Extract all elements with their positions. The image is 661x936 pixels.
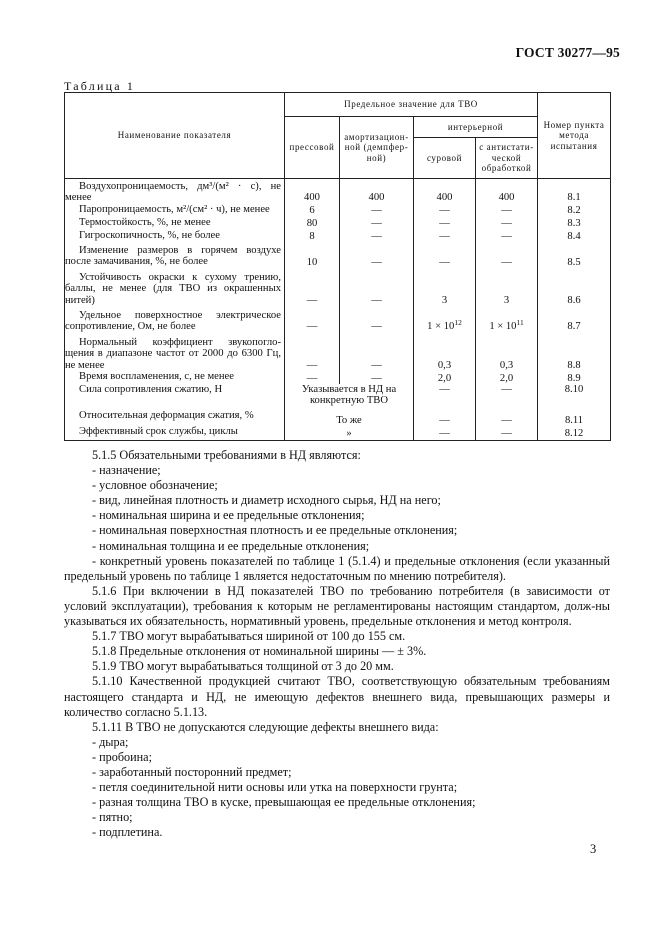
header-interior: интерьерной	[414, 117, 538, 138]
cell-damping: —	[340, 204, 414, 217]
cell-damping: —	[340, 269, 414, 307]
cell-raw: 0,3	[414, 333, 476, 371]
cell-pressed: —	[285, 269, 340, 307]
cell-damping: —	[340, 333, 414, 371]
table-row	[65, 371, 611, 384]
table-row	[65, 384, 611, 410]
list-item: - номинальная ширина и ее предельные отклонения;	[92, 508, 365, 523]
cell-method: 8.7	[538, 307, 611, 333]
cell-antistatic: —	[476, 384, 538, 410]
list-item: - дыра;	[92, 734, 129, 749]
cell-antistatic: —	[476, 204, 538, 217]
list-item: - условное обозначение;	[92, 478, 218, 493]
list-item: - разная толщина ТВО в куске, превышающая ее предельные отклонения;	[92, 795, 476, 810]
cell-raw: —	[414, 410, 476, 426]
cell-damping: —	[340, 230, 414, 243]
table-row	[65, 217, 611, 230]
cell-method: 8.1	[538, 179, 611, 204]
header-limit-value: Предельное значение для ТВО	[285, 93, 538, 117]
cell-antistatic: $1 \times 10^{11}$	[476, 307, 538, 333]
row-name: Время воспламенения, с, не менее	[79, 371, 234, 383]
list-item: - пробоина;	[92, 749, 152, 764]
cell-raw: 400	[414, 179, 476, 204]
clause-5-1-10: 5.1.10 Качественной продукцией считают ТВО, соответствующую обязательным требованиям настоящего стандарта и НД, не имеющую дефектов внешнего вида, превышающих размеры и количество согласно 5.1.13.	[64, 674, 610, 719]
cell-method: 8.4	[538, 230, 611, 243]
row-name: Паропроницаемость, м²/(см² · ч), не менее	[79, 203, 270, 215]
header-damping: амортизацион-ной (демпфер-ной)	[340, 117, 414, 179]
cell-raw: —	[414, 230, 476, 243]
cell-raw: —	[414, 426, 476, 440]
row-name: Устойчивость окраски к сухому трению, баллы, не менее (для ТВО из окрашенных нитей)	[65, 271, 281, 306]
cell-method: 8.10	[538, 384, 611, 410]
body-text	[64, 448, 610, 840]
cell-damping: 400	[340, 179, 414, 204]
list-item: - номинальная поверхностная плотность и ее предельные отклонения;	[92, 523, 458, 538]
clause-5-1-11: 5.1.11 В ТВО не допускаются следующие дефекты внешнего вида:	[92, 719, 439, 734]
clause-5-1-9: 5.1.9 ТВО могут вырабатываться толщиной от 3 до 20 мм.	[92, 659, 394, 674]
cell-pressed: —	[285, 371, 340, 384]
table-row	[65, 426, 611, 440]
table-row	[65, 269, 611, 307]
cell-raw: 3	[414, 269, 476, 307]
row-name: Относительная деформация сжатия, %	[79, 410, 254, 422]
table-caption: Таблица 1	[64, 79, 136, 93]
cell-raw: —	[414, 243, 476, 269]
table-row	[65, 307, 611, 333]
table-row	[65, 204, 611, 217]
list-item: - назначение;	[92, 463, 161, 478]
cell-antistatic: 400	[476, 179, 538, 204]
cell-damping: —	[340, 243, 414, 269]
list-item: - петля соединительной нити основы или утка на поверхности грунта;	[92, 780, 458, 795]
cell-pressed: —	[285, 333, 340, 371]
row-name: Сила сопротивления сжатию, Н	[79, 384, 223, 396]
cell-antistatic: —	[476, 426, 538, 440]
cell-antistatic: —	[476, 230, 538, 243]
list-item: - конкретный уровень показателей по таблице 1 (5.1.4) и предельные отклонения (если указанный предельный уровень по таблице 1 является недостаточным по мнению потребителя).	[64, 553, 610, 583]
header-pressed: прессовой	[285, 117, 340, 179]
table-row	[65, 230, 611, 243]
cell-raw: 2,0	[414, 371, 476, 384]
cell-antistatic: —	[476, 243, 538, 269]
cell-damping: —	[340, 307, 414, 333]
cell-method: 8.5	[538, 243, 611, 269]
cell-method: 8.11	[538, 410, 611, 426]
cell-pressed: 80	[285, 217, 340, 230]
document-code: ГОСТ 30277—95	[515, 45, 620, 60]
cell-raw: —	[414, 217, 476, 230]
table-row	[65, 410, 611, 426]
specification-table	[64, 92, 611, 441]
cell-method: 8.6	[538, 269, 611, 307]
cell-pressed: —	[285, 307, 340, 333]
row-name: Нормальный коэффициент звукопогло-щения в диапазоне частот от 2000 до 6300 Гц, не менее	[65, 336, 281, 371]
cell-pressed: 6	[285, 204, 340, 217]
cell-antistatic: 0,3	[476, 333, 538, 371]
clause-5-1-5: 5.1.5 Обязательными требованиями в НД являются:	[92, 448, 361, 462]
cell-merged-note: То же	[285, 410, 414, 426]
list-item: - пятно;	[92, 810, 133, 825]
cell-pressed: 10	[285, 243, 340, 269]
cell-method: 8.8	[538, 333, 611, 371]
page-number: 3	[590, 842, 597, 856]
clause-5-1-7: 5.1.7 ТВО могут вырабатываться шириной от 100 до 155 см.	[92, 629, 406, 644]
row-name: Удельное поверхностное электрическое сопротивление, Ом, не более	[65, 309, 281, 333]
cell-method: 8.2	[538, 204, 611, 217]
row-name: Гигроскопичность, %, не более	[79, 229, 220, 241]
cell-merged-note: »	[285, 426, 414, 440]
list-item: - номинальная толщина и ее предельные отклонения;	[92, 538, 370, 553]
cell-pressed: 8	[285, 230, 340, 243]
cell-merged-note: Указывается в НД на конкретную ТВО	[285, 384, 414, 410]
cell-method: 8.3	[538, 217, 611, 230]
table-row	[65, 179, 611, 204]
list-item: - подплетина.	[92, 825, 163, 840]
list-item: - заработанный посторонний предмет;	[92, 764, 292, 779]
header-indicator-name: Наименование показателя	[65, 93, 285, 179]
row-name: Термостойкость, %, не менее	[79, 216, 211, 228]
clause-5-1-8: 5.1.8 Предельные отклонения от номинальной ширины — ± 3%.	[92, 644, 427, 659]
header-method-number: Номер пункта метода испытания	[538, 93, 611, 179]
clause-5-1-6: 5.1.6 При включении в НД показателей ТВО по требованию потребителя (в зависимости от условий эксплуатации), требования к которым не регламентированы настоящим стандартом, долж-ны указываться их обязательность, нормативный уровень, предельные отклонения и метод контроля.	[64, 583, 610, 629]
cell-antistatic: 3	[476, 269, 538, 307]
cell-method: 8.9	[538, 371, 611, 384]
row-name: Воздухопроницаемость, дм³/(м² · с), не менее	[65, 181, 281, 204]
cell-raw: —	[414, 384, 476, 410]
cell-raw: —	[414, 204, 476, 217]
cell-antistatic: 2,0	[476, 371, 538, 384]
cell-raw: $1 \times 10^{12}$	[414, 307, 476, 333]
list-item: - вид, линейная плотность и диаметр исходного сырья, НД на него;	[92, 493, 441, 508]
table-row	[65, 333, 611, 371]
header-antistatic: с антистати-ческой обработкой	[476, 138, 538, 179]
row-name: Изменение размеров в горячем воздухе после замачивания, %, не более	[65, 244, 281, 268]
table-row	[65, 243, 611, 269]
cell-antistatic: —	[476, 410, 538, 426]
cell-damping: —	[340, 371, 414, 384]
row-name: Эффективный срок службы, циклы	[79, 426, 238, 438]
cell-pressed: 400	[285, 179, 340, 204]
header-raw: суровой	[414, 138, 476, 179]
cell-antistatic: —	[476, 217, 538, 230]
cell-damping: —	[340, 217, 414, 230]
cell-method: 8.12	[538, 426, 611, 440]
